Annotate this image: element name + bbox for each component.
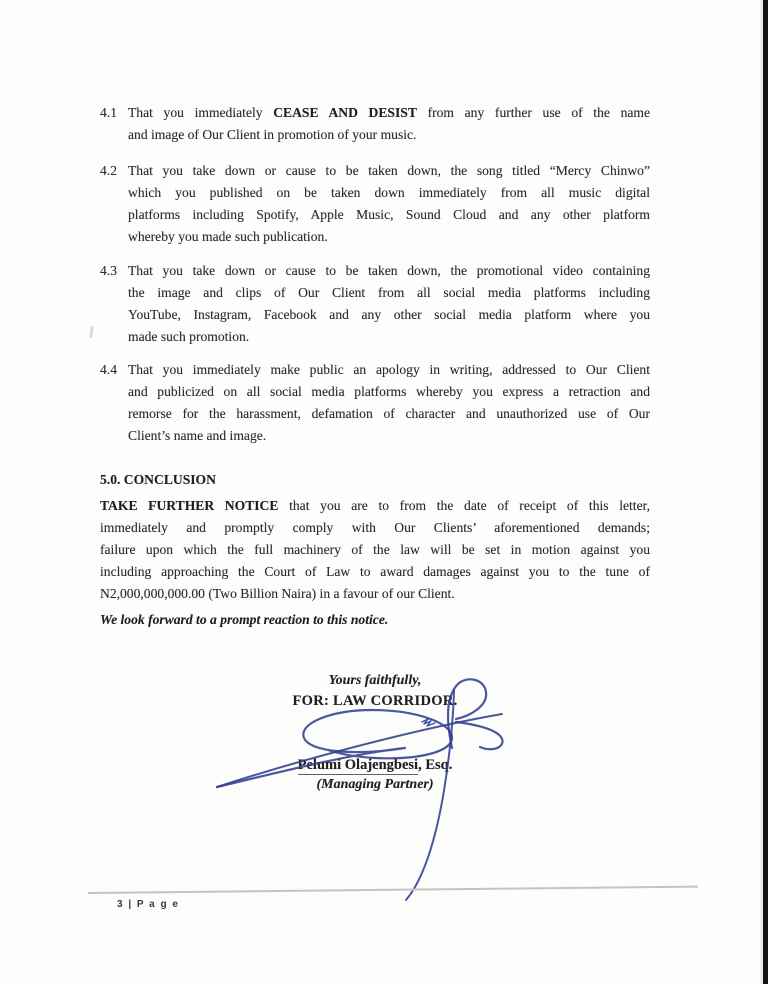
text-line: immediately and promptly comply with Our Clients’ aforementioned demands; <box>100 520 650 535</box>
text-line: the image and clips of Our Client from all social media platforms including <box>128 285 650 300</box>
numbered-paragraph-4-3 <box>100 260 650 348</box>
scan-edge-bar <box>763 0 768 984</box>
signatory-title: (Managing Partner) <box>316 777 434 792</box>
paragraph-lines <box>128 102 650 146</box>
text-line: That you take down or cause to be taken down, the song titled “Mercy Chinwo” <box>128 163 650 178</box>
paragraph-lines <box>128 260 650 348</box>
text-line: That you immediately make public an apology in writing, addressed to Our Client <box>128 362 650 377</box>
text-line: N2,000,000,000.00 (Two Billion Naira) in a favour of our Client. <box>100 586 455 601</box>
conclusion-heading: 5.0. CONCLUSION <box>100 472 216 487</box>
text-line: platforms including Spotify, Apple Music, Sound Cloud and any other platform <box>128 207 650 222</box>
valediction: Yours faithfully, <box>328 673 422 688</box>
footer-page-label: 3 | P a g e <box>117 899 180 910</box>
text-line: and publicized on all social media platforms whereby you express a retraction and <box>128 384 650 399</box>
text-line: which you published on be taken down immediately from all music digital <box>128 185 650 200</box>
text-line: and image of Our Client in promotion of your music. <box>128 127 417 142</box>
signatory-name-suffix: , Esq. <box>418 757 453 773</box>
paragraph-number: 4.3 <box>100 263 117 278</box>
signatory-name-underlined: Pelumi Olajengbesi <box>297 757 419 773</box>
signatory-name <box>245 755 505 775</box>
paragraph-number: 4.2 <box>100 163 117 178</box>
firm-for-line: FOR: LAW CORRIDOR. <box>292 693 458 709</box>
numbered-paragraph-4-4 <box>100 359 650 447</box>
paragraph-lines <box>128 160 650 248</box>
numbered-paragraph-4-2 <box>100 160 650 248</box>
numbered-paragraph-4-1 <box>100 102 650 146</box>
text-line: made such promotion. <box>128 329 250 344</box>
conclusion-paragraph <box>100 495 650 605</box>
signature-space <box>245 711 505 755</box>
signature-block <box>245 671 505 795</box>
scan-smudge-artifact <box>89 326 94 338</box>
paragraph-number: 4.4 <box>100 362 117 377</box>
text-line: whereby you made such publication. <box>128 229 328 244</box>
letter-body <box>100 0 650 795</box>
footer-rule <box>88 886 698 894</box>
text-line: including approaching the Court of Law to award damages against you to the tune of <box>100 564 650 579</box>
text-line: YouTube, Instagram, Facebook and any other social media platform where you <box>128 307 650 322</box>
emphasis-line: We look forward to a prompt reaction to this notice. <box>100 612 389 627</box>
text-line: failure upon which the full machinery of the law will be set in motion against you <box>100 542 650 557</box>
text-line: remorse for the harassment, defamation of character and unauthorized use of Our <box>128 406 650 421</box>
text-line: That you immediately CEASE AND DESIST from any further use of the name <box>128 105 651 120</box>
paragraph-lines <box>128 359 650 447</box>
paragraph-number: 4.1 <box>100 105 117 120</box>
text-line: Client’s name and image. <box>128 428 267 443</box>
text-line: TAKE FURTHER NOTICE that you are to from the date of receipt of this letter, <box>100 498 650 513</box>
text-line: That you take down or cause to be taken down, the promotional video containing <box>128 263 650 278</box>
